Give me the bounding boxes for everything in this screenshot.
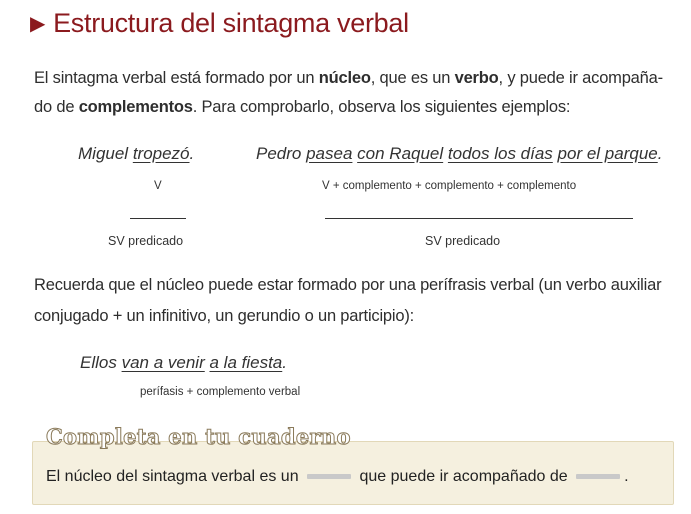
blank-2 bbox=[576, 474, 620, 479]
exercise-sentence: El núcleo del sintagma verbal es un que puede ir acompañado de . bbox=[46, 468, 629, 485]
triangle-bullet-icon: ▶ bbox=[30, 13, 46, 35]
example-2-complement-3: por el parque bbox=[557, 144, 658, 163]
example-2-label: SV predicado bbox=[425, 234, 501, 248]
blank-1 bbox=[307, 474, 351, 479]
example-2-marks: V + complemento + complemento + complemento bbox=[322, 180, 577, 192]
section-heading bbox=[30, 8, 409, 39]
exercise-title: Completa en tu cuaderno bbox=[46, 424, 351, 449]
example-2-rule bbox=[325, 218, 633, 219]
example-2-complement-2: todos los días bbox=[447, 144, 553, 163]
term-verbo: verbo bbox=[454, 69, 499, 87]
reminder-line-2: conjugado + un infinitivo, un gerundio o un participio): bbox=[34, 307, 415, 325]
term-nucleo: núcleo bbox=[318, 69, 371, 87]
example-1-verb: tropezó bbox=[132, 144, 190, 163]
example-2-sentence: Pedro pasea con Raquel todos los días por el parque. bbox=[256, 144, 663, 163]
example-1-sentence: Miguel tropezó. bbox=[78, 144, 195, 163]
example-3-periphrasis: van a venir bbox=[121, 353, 205, 372]
reminder-line-1: Recuerda que el núcleo puede estar formado por una perífrasis verbal (un verbo auxiliar bbox=[34, 276, 662, 294]
example-3-sentence: Ellos van a venir a la fiesta. bbox=[80, 353, 287, 372]
section-title: Estructura del sintagma verbal bbox=[53, 8, 409, 38]
intro-line-2: do de complementos. Para comprobarlo, observa los siguientes ejemplos: bbox=[34, 98, 571, 116]
example-1-rule bbox=[130, 218, 186, 219]
example-3-complement: a la fiesta bbox=[209, 353, 283, 372]
example-1-mark: V bbox=[154, 180, 162, 192]
term-complementos: complementos bbox=[78, 98, 193, 116]
example-3-marks: perífasis + complemento verbal bbox=[140, 386, 301, 398]
example-2-verb: pasea bbox=[306, 144, 353, 163]
example-1-label: SV predicado bbox=[108, 234, 184, 248]
example-2-complement-1: con Raquel bbox=[357, 144, 444, 163]
intro-line-1: El sintagma verbal está formado por un núcleo, que es un verbo, y puede ir acompaña- bbox=[34, 69, 663, 87]
